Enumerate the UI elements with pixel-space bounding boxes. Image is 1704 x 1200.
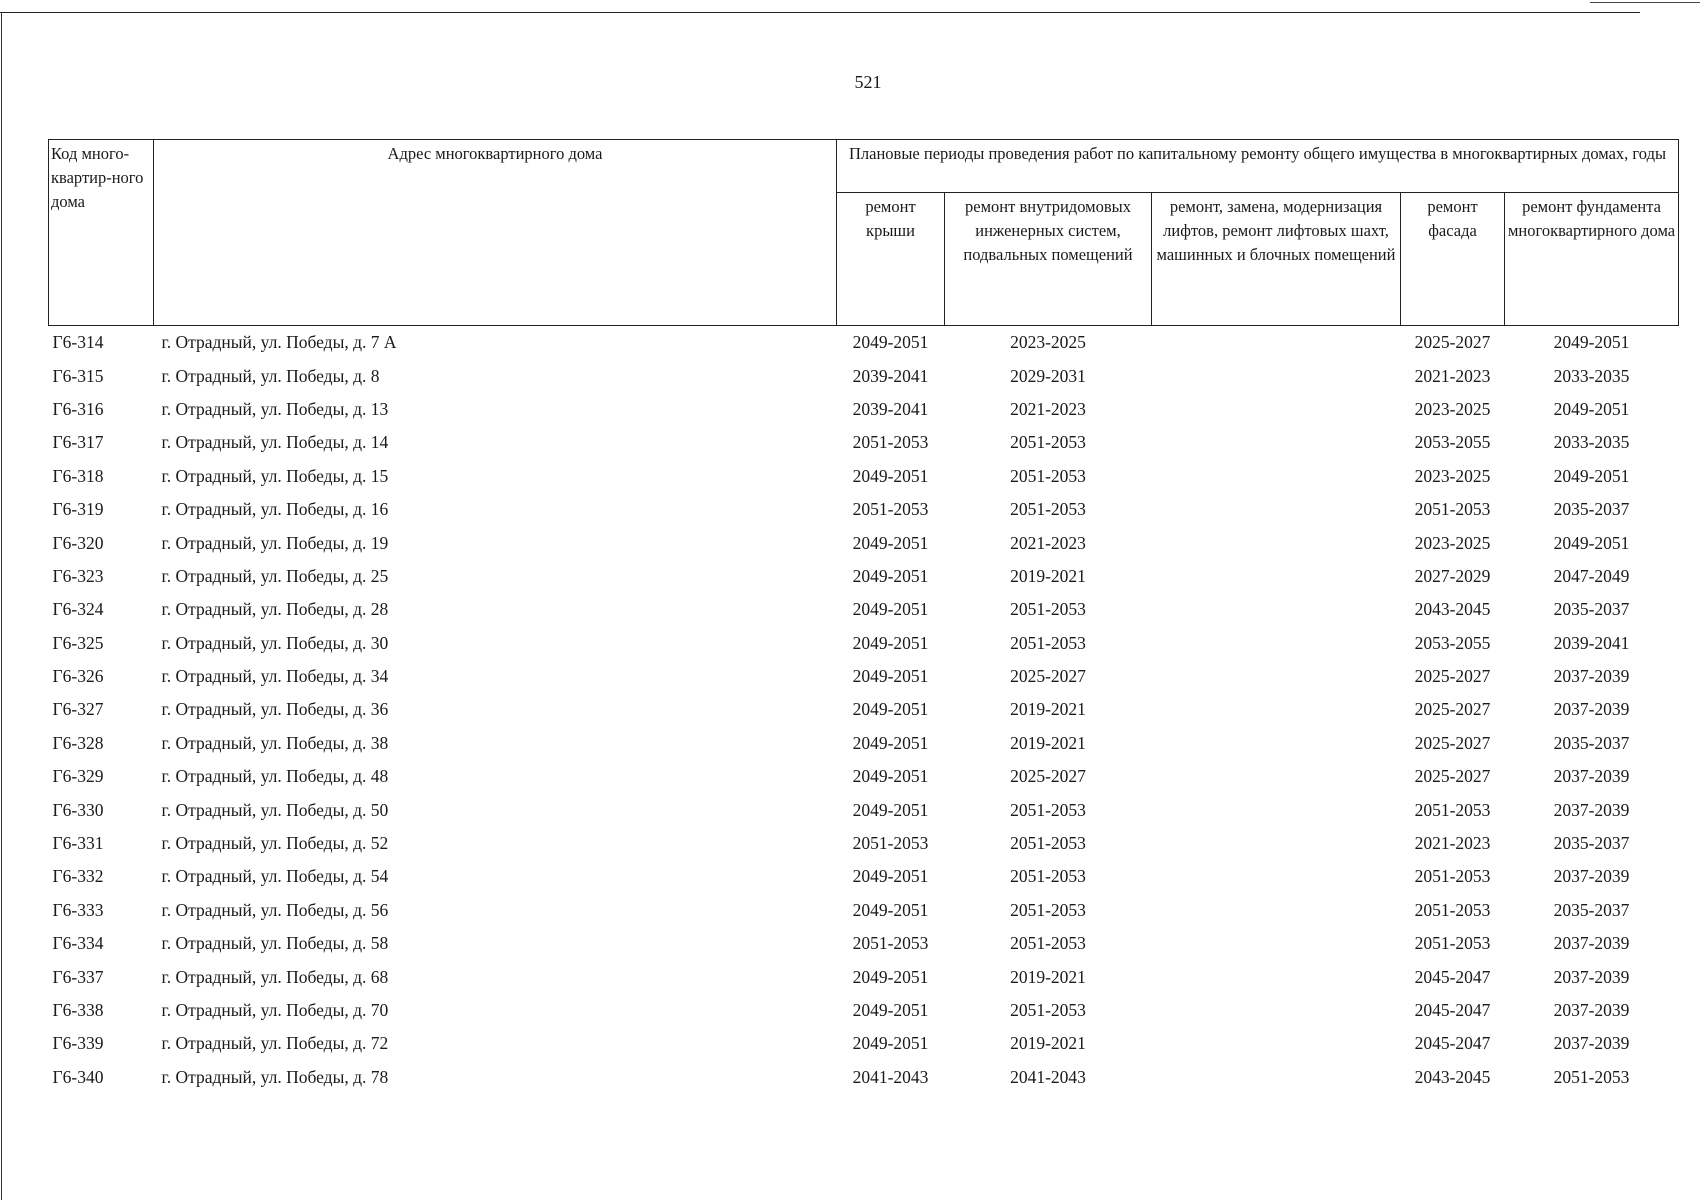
header-roof: ремонт крыши (837, 193, 945, 326)
table-row (49, 1061, 1679, 1094)
table-row (49, 793, 1679, 826)
cell-elevators (1152, 326, 1401, 360)
cell-roof: 2049-2051 (852, 799, 929, 820)
table-row (49, 460, 1679, 493)
cell-foundation: 2049-2051 (1553, 465, 1630, 486)
cell-elevators (1152, 827, 1401, 860)
cell-roof: 2039-2041 (852, 398, 929, 419)
cell-roof: 2049-2051 (852, 732, 929, 753)
table-row (49, 660, 1679, 693)
table-row (49, 426, 1679, 459)
cell-facade: 2051-2053 (1414, 933, 1491, 954)
cell-address: г. Отрадный, ул. Победы, д. 30 (161, 632, 389, 653)
cell-roof: 2051-2053 (852, 432, 929, 453)
table-body (49, 326, 1679, 1094)
cell-foundation: 2037-2039 (1553, 666, 1630, 687)
cell-elevators (1152, 1027, 1401, 1060)
cell-systems: 2051-2053 (1010, 833, 1086, 854)
cell-foundation: 2037-2039 (1553, 1000, 1630, 1020)
cell-foundation: 2037-2039 (1553, 799, 1630, 820)
cell-roof: 2049-2051 (852, 532, 929, 553)
cell-foundation: 2039-2041 (1553, 632, 1630, 653)
cell-roof: 2049-2051 (852, 899, 929, 920)
table-row (49, 593, 1679, 626)
cell-foundation: 2037-2039 (1553, 866, 1630, 887)
cell-foundation: 2037-2039 (1553, 699, 1630, 720)
cell-address: г. Отрадный, ул. Победы, д. 56 (161, 899, 389, 920)
table-row (49, 894, 1679, 927)
cell-address: г. Отрадный, ул. Победы, д. 38 (161, 732, 389, 753)
cell-roof: 2049-2051 (852, 666, 929, 687)
cell-foundation: 2049-2051 (1553, 532, 1630, 553)
cell-elevators (1152, 994, 1401, 1027)
cell-address: г. Отрадный, ул. Победы, д. 28 (161, 599, 389, 620)
cell-foundation: 2037-2039 (1553, 766, 1630, 787)
cell-facade: 2021-2023 (1414, 833, 1491, 854)
table-row (49, 727, 1679, 760)
cell-facade: 2043-2045 (1414, 1066, 1491, 1087)
cell-code: Г6-327 (52, 699, 104, 720)
cell-elevators (1152, 526, 1401, 559)
cell-systems: 2051-2053 (1010, 632, 1086, 653)
cell-elevators (1152, 793, 1401, 826)
cell-address: г. Отрадный, ул. Победы, д. 68 (161, 966, 389, 987)
cell-elevators (1152, 393, 1401, 426)
cell-code: Г6-337 (52, 966, 104, 987)
cell-roof: 2049-2051 (852, 632, 929, 653)
cell-facade: 2025-2027 (1414, 766, 1491, 787)
table-row (49, 994, 1679, 1027)
cell-address: г. Отрадный, ул. Победы, д. 16 (161, 499, 389, 520)
cell-elevators (1152, 593, 1401, 626)
cell-elevators (1152, 693, 1401, 726)
cell-code: Г6-317 (52, 432, 104, 453)
table-row (49, 326, 1679, 360)
cell-code: Г6-333 (52, 899, 104, 920)
cell-foundation: 2035-2037 (1553, 833, 1630, 854)
cell-facade: 2023-2025 (1414, 532, 1491, 553)
cell-facade: 2045-2047 (1414, 1033, 1491, 1054)
table-row (49, 960, 1679, 993)
cell-elevators (1152, 1061, 1401, 1094)
table-row (49, 493, 1679, 526)
cell-roof: 2049-2051 (852, 766, 929, 787)
cell-code: Г6-325 (52, 632, 104, 653)
cell-roof: 2049-2051 (852, 1033, 929, 1054)
cell-address: г. Отрадный, ул. Победы, д. 54 (161, 866, 389, 887)
page-border-top (0, 12, 1640, 13)
cell-address: г. Отрадный, ул. Победы, д. 8 (161, 365, 380, 386)
cell-code: Г6-331 (52, 833, 104, 854)
cell-elevators (1152, 960, 1401, 993)
cell-foundation: 2037-2039 (1553, 933, 1630, 954)
cell-facade: 2025-2027 (1414, 699, 1491, 720)
cell-address: г. Отрадный, ул. Победы, д. 14 (161, 432, 389, 453)
cell-address: г. Отрадный, ул. Победы, д. 70 (161, 1000, 389, 1020)
cell-roof: 2049-2051 (852, 465, 929, 486)
cell-address: г. Отрадный, ул. Победы, д. 25 (161, 565, 389, 586)
cell-code: Г6-319 (52, 499, 104, 520)
cell-facade: 2053-2055 (1414, 632, 1491, 653)
table-row (49, 860, 1679, 893)
cell-address: г. Отрадный, ул. Победы, д. 78 (161, 1066, 389, 1087)
table-row (49, 393, 1679, 426)
cell-roof: 2049-2051 (852, 966, 929, 987)
cell-facade: 2053-2055 (1414, 432, 1491, 453)
table-row (49, 526, 1679, 559)
cell-facade: 2025-2027 (1414, 732, 1491, 753)
cell-foundation: 2049-2051 (1553, 332, 1630, 353)
cell-systems: 2025-2027 (1010, 766, 1086, 787)
header-foundation: ремонт фундамента многоквартирного дома (1505, 193, 1679, 326)
cell-code: Г6-329 (52, 766, 104, 787)
cell-elevators (1152, 860, 1401, 893)
cell-code: Г6-318 (52, 465, 104, 486)
header-address: Адрес многоквартирного дома (154, 140, 837, 326)
cell-systems: 2021-2023 (1010, 398, 1086, 419)
cell-systems: 2019-2021 (1010, 732, 1086, 753)
cell-systems: 2051-2053 (1010, 899, 1086, 920)
table-row (49, 827, 1679, 860)
cell-address: г. Отрадный, ул. Победы, д. 48 (161, 766, 389, 787)
cell-elevators (1152, 627, 1401, 660)
cell-address: г. Отрадный, ул. Победы, д. 7 А (161, 332, 397, 353)
table-row (49, 1027, 1679, 1060)
cell-address: г. Отрадный, ул. Победы, д. 52 (161, 833, 389, 854)
header-elevators: ремонт, замена, модернизация лифтов, ремонт лифтовых шахт, машинных и блочных помещений (1152, 193, 1401, 326)
cell-foundation: 2051-2053 (1553, 1066, 1630, 1087)
cell-code: Г6-324 (52, 599, 104, 620)
cell-elevators (1152, 359, 1401, 392)
table-row (49, 627, 1679, 660)
cell-systems: 2023-2025 (1010, 332, 1086, 353)
cell-code: Г6-314 (52, 332, 104, 353)
header-code: Код много-квартир-ного дома (49, 140, 154, 326)
cell-facade: 2045-2047 (1414, 966, 1491, 987)
cell-foundation: 2037-2039 (1553, 1033, 1630, 1054)
cell-roof: 2051-2053 (852, 499, 929, 520)
cell-elevators (1152, 426, 1401, 459)
cell-systems: 2051-2053 (1010, 499, 1086, 520)
cell-code: Г6-328 (52, 732, 104, 753)
cell-code: Г6-320 (52, 532, 104, 553)
cell-facade: 2023-2025 (1414, 398, 1491, 419)
cell-systems: 2021-2023 (1010, 532, 1086, 553)
table-header (49, 140, 1679, 326)
header-facade: ремонт фасада (1401, 193, 1505, 326)
cell-foundation: 2033-2035 (1553, 365, 1630, 386)
cell-code: Г6-330 (52, 799, 104, 820)
cell-facade: 2051-2053 (1414, 866, 1491, 887)
page-border-left (1, 12, 2, 1200)
cell-systems: 2019-2021 (1010, 966, 1086, 987)
cell-roof: 2041-2043 (852, 1066, 929, 1087)
cell-systems: 2041-2043 (1010, 1066, 1086, 1087)
cell-systems: 2019-2021 (1010, 699, 1086, 720)
table-row (49, 693, 1679, 726)
cell-elevators (1152, 894, 1401, 927)
cell-roof: 2051-2053 (852, 933, 929, 954)
cell-address: г. Отрадный, ул. Победы, д. 72 (161, 1033, 389, 1054)
cell-elevators (1152, 560, 1401, 593)
cell-systems: 2051-2053 (1010, 599, 1086, 620)
cell-systems: 2025-2027 (1010, 666, 1086, 687)
cell-foundation: 2037-2039 (1553, 966, 1630, 987)
cell-address: г. Отрадный, ул. Победы, д. 50 (161, 799, 389, 820)
cell-facade: 2023-2025 (1414, 465, 1491, 486)
cell-roof: 2049-2051 (852, 866, 929, 887)
cell-roof: 2049-2051 (852, 332, 929, 353)
cell-roof: 2051-2053 (852, 833, 929, 854)
cell-systems: 2051-2053 (1010, 432, 1086, 453)
cell-elevators (1152, 760, 1401, 793)
cell-foundation: 2035-2037 (1553, 732, 1630, 753)
cell-roof: 2049-2051 (852, 565, 929, 586)
document-page (48, 139, 1678, 1094)
cell-systems: 2051-2053 (1010, 465, 1086, 486)
cell-foundation: 2035-2037 (1553, 899, 1630, 920)
cell-facade: 2025-2027 (1414, 666, 1491, 687)
table-row (49, 359, 1679, 392)
cell-address: г. Отрадный, ул. Победы, д. 58 (161, 933, 389, 954)
cell-systems: 2051-2053 (1010, 866, 1086, 887)
cell-address: г. Отрадный, ул. Победы, д. 19 (161, 532, 389, 553)
cell-foundation: 2035-2037 (1553, 599, 1630, 620)
table-row (49, 560, 1679, 593)
cell-systems: 2019-2021 (1010, 1033, 1086, 1054)
cell-systems: 2051-2053 (1010, 933, 1086, 954)
cell-code: Г6-315 (52, 365, 104, 386)
table-row (49, 760, 1679, 793)
repair-schedule-table (48, 139, 1679, 1094)
cell-code: Г6-326 (52, 666, 104, 687)
cell-foundation: 2035-2037 (1553, 499, 1630, 520)
cell-systems: 2029-2031 (1010, 365, 1086, 386)
header-systems: ремонт внутридомовых инженерных систем, подвальных помещений (945, 193, 1152, 326)
cell-foundation: 2049-2051 (1553, 398, 1630, 419)
cell-facade: 2021-2023 (1414, 365, 1491, 386)
cell-address: г. Отрадный, ул. Победы, д. 15 (161, 465, 389, 486)
cell-code: Г6-323 (52, 565, 104, 586)
cell-address: г. Отрадный, ул. Победы, д. 34 (161, 666, 389, 687)
cell-facade: 2051-2053 (1414, 499, 1491, 520)
cell-roof: 2049-2051 (852, 1000, 929, 1020)
cell-code: Г6-339 (52, 1033, 104, 1054)
cell-code: Г6-332 (52, 866, 104, 887)
cell-elevators (1152, 460, 1401, 493)
cell-elevators (1152, 927, 1401, 960)
cell-address: г. Отрадный, ул. Победы, д. 36 (161, 699, 389, 720)
table-row (49, 927, 1679, 960)
cell-code: Г6-316 (52, 398, 104, 419)
cell-facade: 2045-2047 (1414, 1000, 1491, 1020)
cell-elevators (1152, 727, 1401, 760)
cell-facade: 2043-2045 (1414, 599, 1491, 620)
cell-foundation: 2033-2035 (1553, 432, 1630, 453)
cell-facade: 2051-2053 (1414, 899, 1491, 920)
cell-systems: 2051-2053 (1010, 1000, 1086, 1020)
cell-roof: 2039-2041 (852, 365, 929, 386)
page-border-top-right (1590, 2, 1700, 3)
cell-systems: 2051-2053 (1010, 799, 1086, 820)
cell-code: Г6-334 (52, 933, 104, 954)
cell-roof: 2049-2051 (852, 699, 929, 720)
cell-systems: 2019-2021 (1010, 565, 1086, 586)
cell-facade: 2051-2053 (1414, 799, 1491, 820)
cell-elevators (1152, 493, 1401, 526)
cell-address: г. Отрадный, ул. Победы, д. 13 (161, 398, 389, 419)
cell-code: Г6-338 (52, 1000, 104, 1020)
header-periods: Плановые периоды проведения работ по капитальному ремонту общего имущества в многоквартирных домах, годы (837, 140, 1679, 193)
cell-elevators (1152, 660, 1401, 693)
cell-roof: 2049-2051 (852, 599, 929, 620)
page-number: 521 (854, 72, 882, 92)
cell-facade: 2027-2029 (1414, 565, 1491, 586)
cell-code: Г6-340 (52, 1066, 104, 1087)
cell-foundation: 2047-2049 (1553, 565, 1630, 586)
cell-facade: 2025-2027 (1414, 332, 1491, 353)
